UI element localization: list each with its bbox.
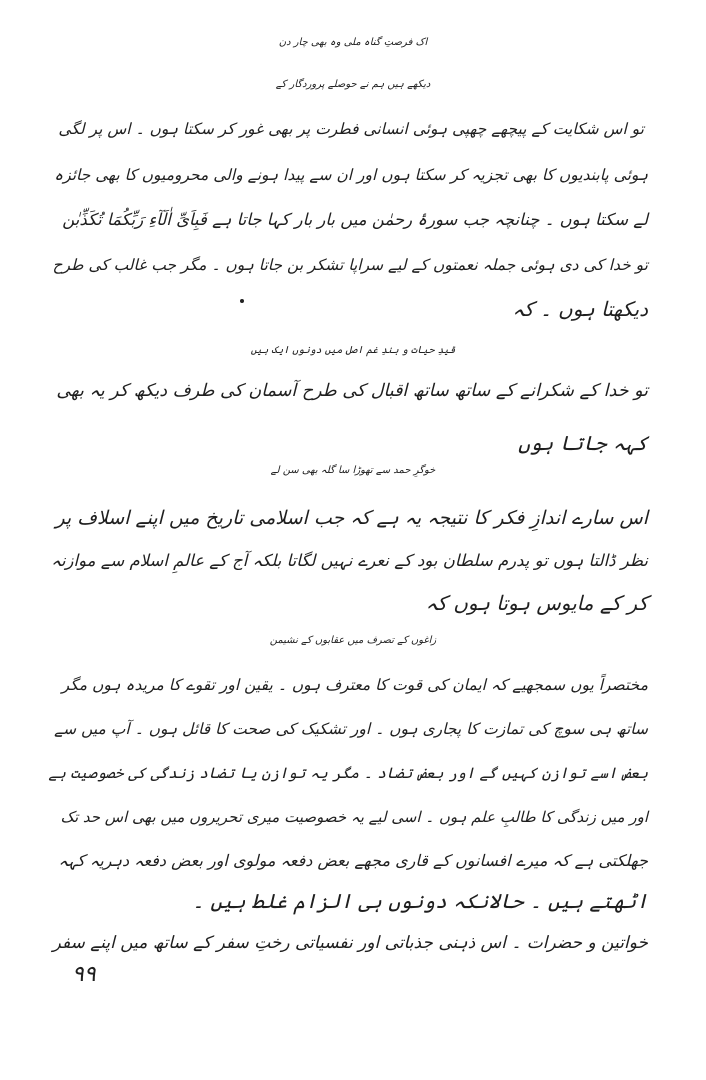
paragraph-1-line-2: ہوئی پابندیوں کا بھی تجزیہ کر سکتا ہوں اور ان سے پیدا ہونے والی محرومیوں کا بھی جائزہ: [54, 166, 648, 184]
paragraph-1-line-5: دیکھتا ہوں ۔ کہ: [512, 297, 648, 321]
paragraph-4-line-4: اور میں زندگی کا طالبِ علم ہوں ۔ اسی لیے یہ خصوصیت میری تحریروں میں بھی اس حد تک: [60, 808, 648, 826]
page-number: ۹۹: [72, 962, 96, 987]
paragraph-4-line-6: اٹھتے ہیں ۔ حالانکہ دونوں ہی الزام غلط ہیں ۔: [192, 889, 648, 913]
paragraph-4-line-2: ساتھ ہی سوچ کی تمازت کا پجاری ہوں ۔ اور تشکیک کی صحت کا قائل ہوں ۔ آپ میں سے: [54, 720, 648, 738]
verse-2: قیدِ حیات و بندِ غم اصل میں دونوں ایک ہیں: [250, 345, 456, 356]
paragraph-3-line-2: نظر ڈالتا ہوں تو پدرم سلطان بود کے نعرے نہیں لگاتا بلکہ آج کے عالمِ اسلام سے موازنہ: [51, 551, 648, 570]
paragraph-4-line-3: بعض اسے توازن کہیں گے اور بعض تضاد ۔ مگر یہ توازن یا تضاد زندگی کی خصوصیت ہے: [48, 764, 648, 782]
verse-1-line-2: دیکھے ہیں ہم نے حوصلے پروردگار کے: [275, 79, 431, 90]
verse-1-line-1: اک فرصتِ گناہ ملی وہ بھی چار دن: [278, 37, 428, 48]
verse-3: خوگرِ حمد سے تھوڑا سا گلہ بھی سن لے: [270, 465, 436, 476]
paragraph-2-line-1: تو خدا کے شکرانے کے ساتھ ساتھ اقبال کی طرح آسمان کی طرف دیکھ کر یہ بھی: [56, 381, 648, 401]
verse-4: زاغوں کے تصرف میں عقابوں کے نشیمن: [269, 635, 437, 646]
ink-dot: [240, 299, 244, 303]
paragraph-5-line-1: خواتین و حضرات ۔ اس ذہنی جذباتی اور نفسیاتی رختِ سفر کے ساتھ میں اپنے سفر: [52, 933, 648, 953]
paragraph-2-line-2: کہہ جاتا ہوں: [518, 431, 648, 455]
paragraph-3-line-3: کر کے مایوس ہوتا ہوں کہ: [425, 591, 648, 615]
paragraph-1-line-3: لے سکتا ہوں ۔ چنانچہ جب سورۂ رحمٰن میں بار بار کہا جاتا ہے فَبِاَیِّ اٰلَآءِ رَبِّکُمَا تُکَذِّبٰن: [62, 210, 648, 229]
paragraph-1-line-1: تو اس شکایت کے پیچھے چھپی ہوئی انسانی فطرت پر بھی غور کر سکتا ہوں ۔ اس پر لگی: [58, 120, 644, 138]
paragraph-4-line-5: جھلکتی ہے کہ میرے افسانوں کے قاری مجھے بعض دفعہ مولوی اور بعض دفعہ دہریہ کہہ: [58, 851, 648, 870]
paragraph-4-line-1: مختصراً یوں سمجھیے کہ ایمان کی قوت کا معترف ہوں ۔ یقین اور تقوے کا مریدہ ہوں مگر: [61, 676, 648, 694]
paragraph-1-line-4: تو خدا کی دی ہوئی جملہ نعمتوں کے لیے سراپا تشکر بن جاتا ہوں ۔ مگر جب غالب کی طرح: [52, 256, 648, 274]
paragraph-3-line-1: اس سارے اندازِ فکر کا نتیجہ یہ ہے کہ جب اسلامی تاریخ میں اپنے اسلاف پر: [55, 507, 648, 529]
